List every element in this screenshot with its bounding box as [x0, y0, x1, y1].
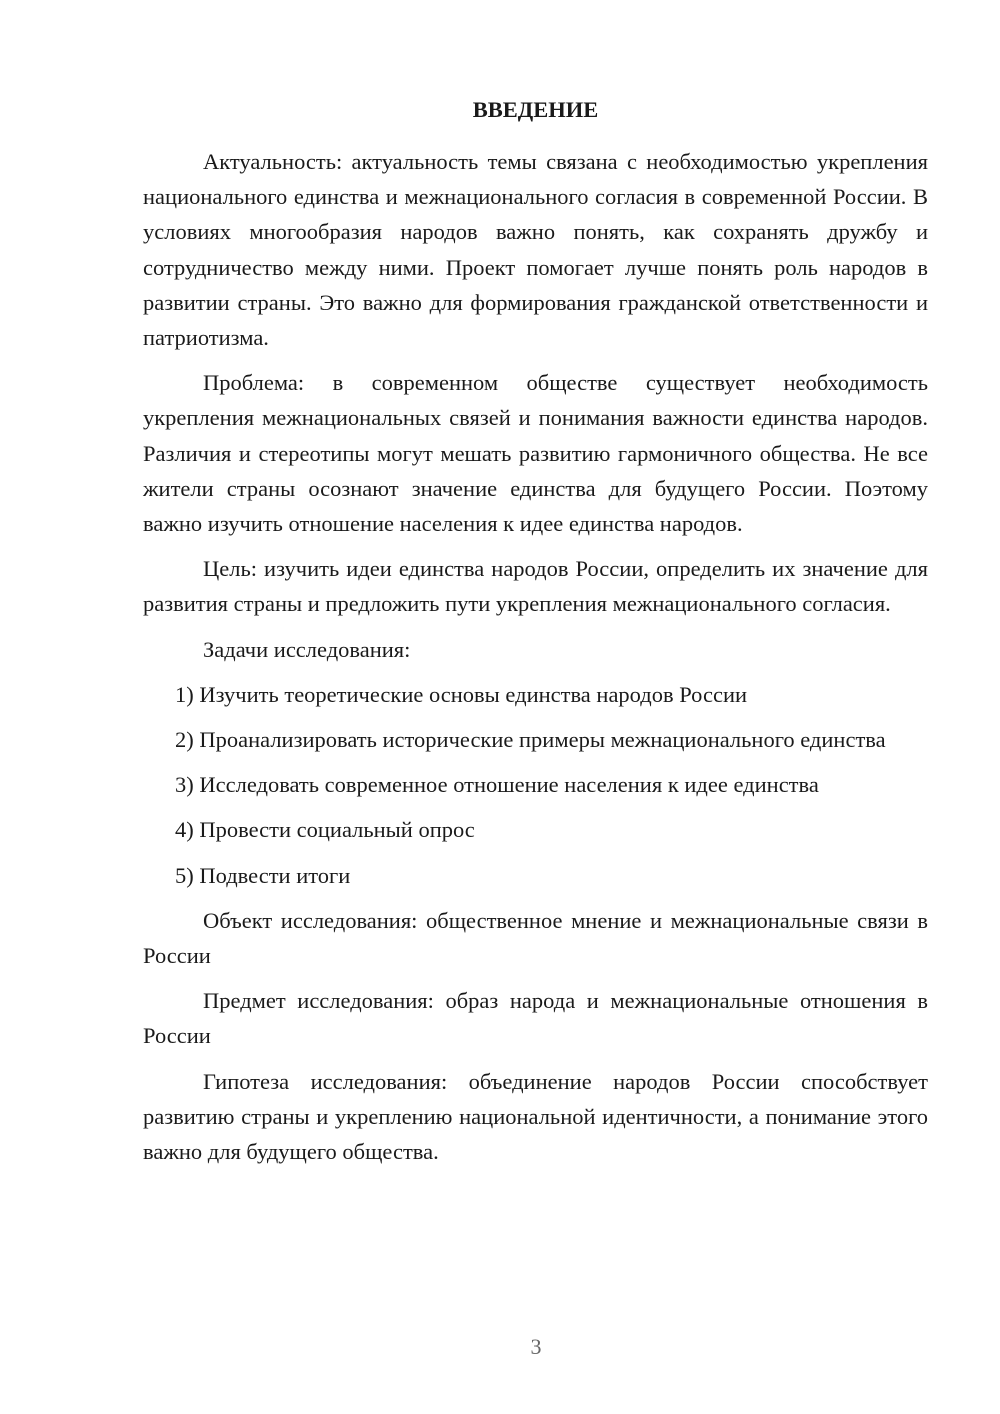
section-title: ВВЕДЕНИЕ	[472, 97, 599, 122]
task-item: 2) Проанализировать исторические примеры межнационального единства	[175, 727, 886, 753]
relevance-paragraph: Актуальность: актуальность темы связана с необходимостью укрепления национального единства и межнационального согласия в современной России. В условиях многообразия народов важно понять, как сохранять дружбу и сотрудничество между ними. Проект помогает лучше понять роль народов в развитии страны. Это важно для формирования гражданской ответственности и патриотизма.	[143, 149, 928, 351]
tasks-label: Задачи исследования:	[203, 636, 411, 662]
problem-paragraph: Проблема: в современном обществе существует необходимость укрепления межнациональных связей и понимания важности единства народов. Различия и стереотипы могут мешать развитию гармоничного общества. Не все жители страны осознают значение единства для будущего России. Поэтому важно изучить отношение населения к идее единства народов.	[143, 370, 928, 537]
document-page	[143, 96, 928, 1179]
page-number: 3	[530, 1334, 542, 1359]
hypothesis-paragraph: Гипотеза исследования: объединение народов России способствует развитию страны и укреплению национальной идентичности, а понимание этого важно для будущего общества.	[143, 1068, 928, 1165]
object-paragraph: Объект исследования: общественное мнение и межнациональные связи в России	[143, 907, 928, 969]
subject-paragraph: Предмет исследования: образ народа и межнациональные отношения в России	[143, 988, 928, 1049]
task-item: 3) Исследовать современное отношение населения к идее единства	[175, 772, 819, 798]
task-item: 4) Провести социальный опрос	[175, 817, 475, 843]
task-item: 1) Изучить теоретические основы единства народов России	[175, 681, 748, 707]
goal-paragraph: Цель: изучить идеи единства народов России, определить их значение для развития страны и предложить пути укрепления межнационального согласия.	[143, 556, 928, 617]
task-item: 5) Подвести итоги	[175, 862, 351, 888]
